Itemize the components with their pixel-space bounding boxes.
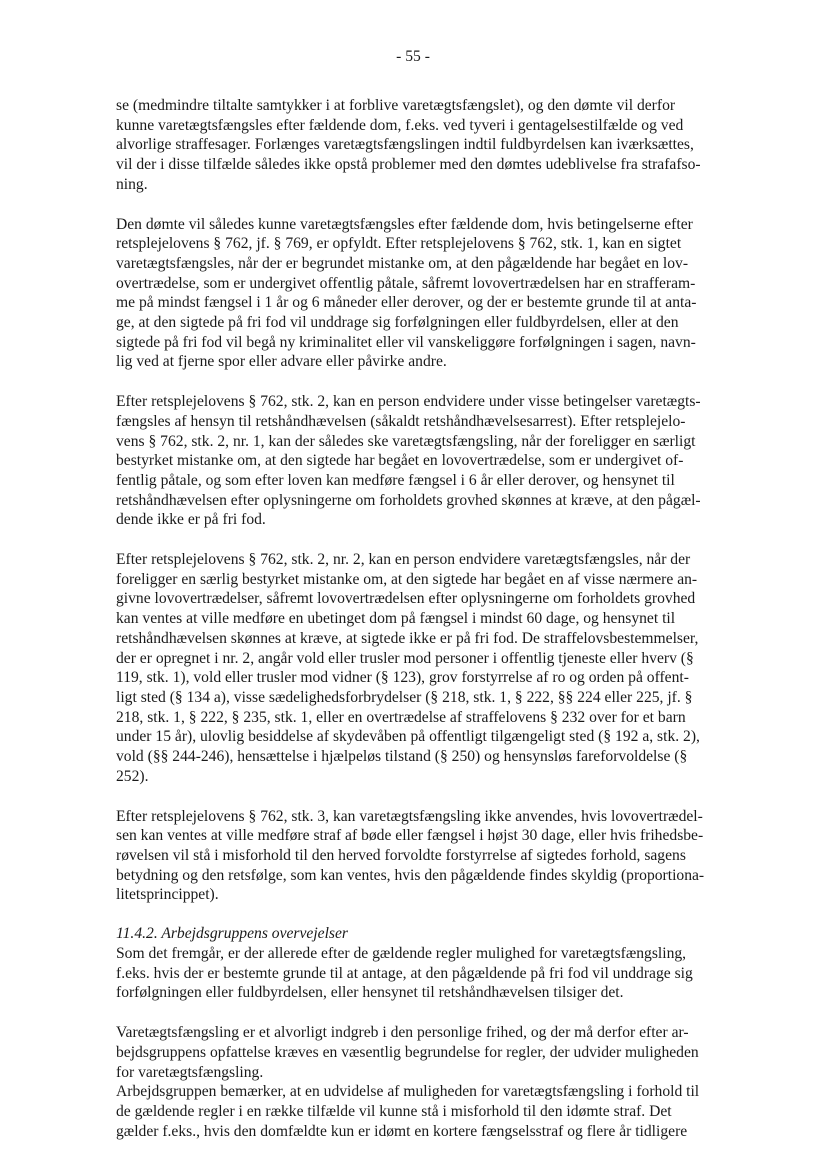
paragraph <box>116 1023 744 1082</box>
text-line: forfølgningen eller fuldbyrdelsen, eller hensynet til retshåndhævelsen tilsiger det. <box>116 984 624 1002</box>
text-line: de gældende regler i en række tilfælde vil kunne stå i misforhold til den idømte straf. Det <box>116 1102 672 1120</box>
text-line: ligt sted (§ 134 a), visse sædelighedsforbrydelser (§ 218, stk. 1, § 222, §§ 224 eller 225, jf. § <box>116 688 693 706</box>
text-line: se (medmindre tiltalte samtykker i at forblive varetægtsfængslet), og den dømte vil derfor <box>116 97 676 114</box>
text-line: Efter retsplejelovens § 762, stk. 2, nr. 2, kan en person endvidere varetægtsfængsles, når der <box>116 551 691 569</box>
text-line: fængsles af hensyn til retshåndhævelsen (såkaldt retshåndhævelsesarrest). Efter retsplejelo- <box>116 412 686 430</box>
text-line: alvorlige straffesager. Forlænges varetægtsfængslingen indtil fuldbyrdelsen kan iværksættes, <box>116 136 694 154</box>
text-line: vil der i disse tilfælde således ikke opstå problemer med den dømtes udeblivelse fra strafafso- <box>116 156 701 174</box>
text-line: Arbejdsgruppen bemærker, at en udvidelse af muligheden for varetægtsfængsling i forhold til <box>116 1083 700 1101</box>
text-line: foreligger en særlig bestyrket mistanke om, at den sigtede har begået en af visse nærmere an- <box>116 570 698 588</box>
text-line: vold (§§ 244-246), hensættelse i hjælpeløs tilstand (§ 250) og hensynsløs fareforvoldelse (§ <box>116 748 688 766</box>
text-line: givne lovovertrædelser, såfremt lovovertrædelsen efter oplysningerne om forholdets grovhed <box>116 590 696 608</box>
section-paragraphs <box>116 944 744 1141</box>
text-line: dende ikke er på fri fod. <box>116 511 266 529</box>
text-line: betydning og den retsfølge, som kan ventes, hvis den pågældende findes skyldig (proportiona- <box>116 866 705 884</box>
page-body <box>116 96 744 1141</box>
paragraph <box>116 550 744 786</box>
text-line: bestyrket mistanke om, at den sigtede har begået en lovovertrædelse, som er undergivet of- <box>116 452 684 470</box>
text-line: 218, stk. 1, § 222, § 235, stk. 1, eller en overtrædelse af straffelovens § 232 over for et barn <box>116 708 686 726</box>
text-line: vens § 762, stk. 2, nr. 1, kan der således ske varetægtsfængsling, når der foreligger en særligt <box>116 432 696 450</box>
paragraph <box>116 392 744 530</box>
text-line: fentlig påtale, og som efter loven kan medføre fængsel i 6 år eller derover, og hensynet til <box>116 471 675 489</box>
text-line: for varetægtsfængsling. <box>116 1063 264 1081</box>
body-paragraphs <box>116 96 744 905</box>
text-line: kan ventes at ville medføre en ubetinget dom på fængsel i mindst 60 dage, og hensynet til <box>116 610 676 628</box>
text-line: Den dømte vil således kunne varetægtsfængsles efter fældende dom, hvis betingelserne efter <box>116 215 693 233</box>
text-line: Varetægtsfængsling er et alvorligt indgreb i den personlige frihed, og der må derfor efter ar- <box>116 1024 689 1042</box>
section-heading: 11.4.2. Arbejdsgruppens overvejelser <box>116 925 348 943</box>
text-line: overtrædelse, som er undergivet offentlig påtale, såfremt lovovertrædelsen har en strafferam- <box>116 274 696 292</box>
text-line: Som det fremgår, er der allerede efter de gældende regler mulighed for varetægtsfængsling, <box>116 945 687 963</box>
text-line: 252). <box>116 767 149 785</box>
paragraph <box>116 807 744 906</box>
text-line: der er opregnet i nr. 2, angår vold eller trusler mod personer i offentlig tjeneste eller hverv (§ <box>116 649 694 667</box>
text-line: kunne varetægtsfængsles efter fældende dom, f.eks. ved tyveri i gentagelsestilfælde og ved <box>116 116 684 134</box>
text-line: gælder f.eks., hvis den domfældte kun er idømt en kortere fængselsstraf og flere år tidligere <box>116 1122 688 1140</box>
text-line: sen kan ventes at ville medføre straf af bøde eller fængsel i højst 30 dage, eller hvis frihedsbe- <box>116 827 704 845</box>
text-line: ning. <box>116 175 148 193</box>
text-line: Efter retsplejelovens § 762, stk. 3, kan varetægtsfængsling ikke anvendes, hvis lovovertrædel- <box>116 807 703 825</box>
text-line: 119, stk. 1), vold eller trusler mod vidner (§ 123), grov forstyrrelse af ro og orden på offent- <box>116 669 689 687</box>
paragraph <box>116 215 744 373</box>
text-line: litetsprincippet). <box>116 886 219 904</box>
text-line: lig ved at fjerne spor eller advare eller påvirke andre. <box>116 353 447 371</box>
text-line: bejdsgruppens opfattelse kræves en væsentlig begrundelse for regler, der udvider muligheden <box>116 1043 699 1061</box>
text-line: under 15 år), ulovlig besiddelse af skydevåben på offentligt tilgængeligt sted (§ 192 a, stk. 2), <box>116 728 700 746</box>
page-number: - 55 - <box>396 48 430 65</box>
paragraph <box>116 1082 744 1141</box>
text-line: sigtede på fri fod vil begå ny kriminalitet eller vil vanskeliggøre forfølgningen i sagen, navn- <box>116 333 696 351</box>
text-line: retshåndhævelsen efter oplysningerne om forholdets grovhed skønnes at kræve, at den pågæl- <box>116 491 701 509</box>
text-line: f.eks. hvis der er bestemte grunde til at antage, at den pågældende på fri fod vil unddrage sig <box>116 964 693 982</box>
text-line: me på mindst fængsel i 1 år og 6 måneder eller derover, og der er bestemte grunde til at anta- <box>116 294 697 312</box>
text-line: røvelsen vil stå i misforhold til den herved forvoldte forstyrrelse af sigtedes forhold, sagens <box>116 846 686 864</box>
text-line: retshåndhævelsen skønnes at kræve, at sigtede ikke er på fri fod. De straffelovsbestemmelser, <box>116 629 699 647</box>
text-line: retsplejelovens § 762, jf. § 769, er opfyldt. Efter retsplejelovens § 762, stk. 1, kan en sigtet <box>116 235 682 253</box>
text-line: Efter retsplejelovens § 762, stk. 2, kan en person endvidere under visse betingelser varetægts- <box>116 393 701 411</box>
paragraph <box>116 944 744 1003</box>
text-line: varetægtsfængsles, når der er begrundet mistanke om, at den pågældende har begået en lov- <box>116 254 689 272</box>
text-line: ge, at den sigtede på fri fod vil unddrage sig forfølgningen eller fuldbyrdelsen, eller at den <box>116 314 679 332</box>
paragraph <box>116 96 744 195</box>
